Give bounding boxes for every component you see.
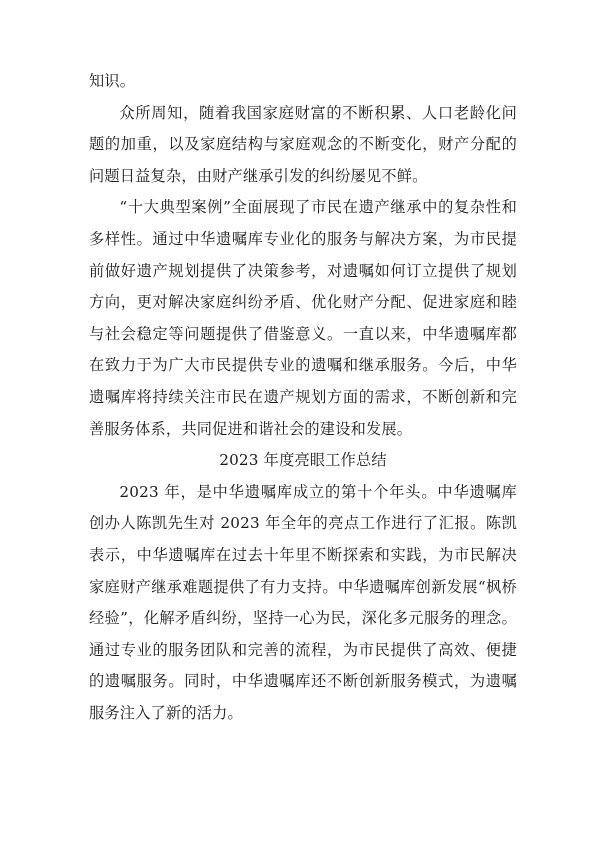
paragraph-continuation: 知识。 — [89, 72, 136, 90]
document-page — [89, 66, 517, 729]
paragraph-background: 众所周知，随着我国家庭财富的不断积累、人口老龄化问题的加重，以及家庭结构与家庭观念的不断变化，财产分配的问题日益复杂，由财产继承引发的纠纷屡见不鲜。 — [89, 103, 517, 185]
paragraph-2023-summary: 2023 年，是中华遗嘱库成立的第十个年头。中华遗嘱库创办人陈凯先生对 2023 年全年的亮点工作进行了汇报。陈凯表示，中华遗嘱库在过去十年里不断探索和实践，为市民解决家庭财产继承难题提供了有力支持。中华遗嘱库创新发展“枫桥经验”，化解矛盾纠纷，坚持一心为民，深化多元服务的理念。通过专业的服务团队和完善的流程，为市民提供了高效、便捷的遗嘱服务。同时，中华遗嘱库还不断创新服务模式，为遗嘱服务注入了新的活力。 — [89, 482, 517, 722]
paragraph-typical-cases: “十大典型案例”全面展现了市民在遗产继承中的复杂性和多样性。通过中华遗嘱库专业化的服务与解决方案，为市民提前做好遗产规划提供了决策参考，对遗嘱如何订立提供了规划方向，更对解决家庭纠纷矛盾、优化财产分配、促进家庭和睦与社会稳定等问题提供了借鉴意义。一直以来，中华遗嘱库都在致力于为广大市民提供专业的遗嘱和继承服务。今后，中华遗嘱库将持续关注市民在遗产规划方面的需求，不断创新和完善服务体系，共同促进和谐社会的建设和发展。 — [89, 198, 517, 438]
section-heading: 2023 年度亮眼工作总结 — [219, 451, 387, 470]
